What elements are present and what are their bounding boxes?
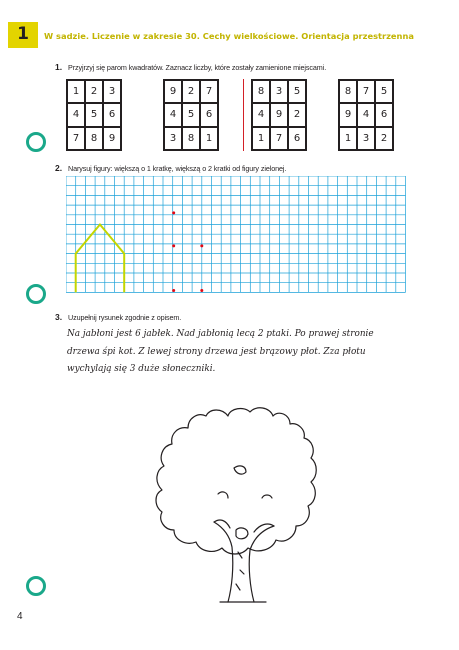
margin-ring-icon [26,284,46,304]
square-cell[interactable]: 6 [288,127,306,150]
square-cell[interactable]: 7 [67,127,85,150]
square-cell[interactable]: 1 [252,127,270,150]
square-cell[interactable]: 7 [357,80,375,103]
square-cell[interactable]: 2 [375,127,393,150]
square-cell[interactable]: 2 [182,80,200,103]
margin-ring-icon [26,132,46,152]
square-cell[interactable]: 7 [200,80,218,103]
square-cell[interactable]: 6 [375,103,393,126]
square-cell[interactable]: 5 [375,80,393,103]
grid-canvas[interactable] [66,176,416,298]
pair-separator-line [243,79,244,151]
square-cell[interactable]: 9 [339,103,357,126]
tree-trunk-outline [214,522,274,602]
square-cell[interactable]: 1 [200,127,218,150]
exercise-2-number: 2. [55,163,63,173]
exercise-1-number: 1. [55,62,63,72]
square-cell[interactable]: 4 [164,103,182,126]
story-line: Na jabłoni jest 6 jabłek. Nad jabłonią lecą 2 ptaki. Po prawej stronie [67,329,374,339]
square-cell[interactable]: 5 [85,103,103,126]
page-number: 4 [17,611,23,622]
square-cell[interactable]: 2 [85,80,103,103]
square-cell[interactable]: 6 [200,103,218,126]
square-cell[interactable]: 4 [252,103,270,126]
square-cell[interactable]: 4 [67,103,85,126]
square-cell[interactable]: 7 [270,127,288,150]
number-square-4 [338,79,394,151]
square-cell[interactable]: 2 [288,103,306,126]
page-title: W sadzie. Liczenie w zakresie 30. Cechy wielkościowe. Orientacja przestrzenna [44,31,414,41]
exercise-1-instruction: Przyjrzyj się parom kwadratów. Zaznacz liczby, które zostały zamienione miejscami. [68,63,327,72]
red-dot [200,244,203,247]
unit-number: 1 [17,24,29,44]
square-cell[interactable]: 9 [270,103,288,126]
story-line: wychylają się 3 duże słoneczniki. [67,364,216,374]
margin-ring-icon [26,576,46,596]
square-cell[interactable]: 4 [357,103,375,126]
exercise-3-number: 3. [55,312,63,322]
square-cell[interactable]: 5 [288,80,306,103]
exercise-3-instruction: Uzupełnij rysunek zgodnie z opisem. [68,313,182,322]
red-dot [172,211,175,214]
square-cell[interactable]: 5 [182,103,200,126]
number-square-2 [163,79,219,151]
drawing-grid[interactable] [66,176,416,303]
tree-drawing[interactable] [150,402,340,604]
square-cell[interactable]: 3 [103,80,121,103]
square-cell[interactable]: 1 [339,127,357,150]
unit-number-badge [8,22,38,48]
square-cell[interactable]: 9 [164,80,182,103]
square-cell[interactable]: 3 [270,80,288,103]
square-cell[interactable]: 6 [103,103,121,126]
red-dot [172,244,175,247]
square-cell[interactable]: 8 [182,127,200,150]
square-cell[interactable]: 8 [85,127,103,150]
square-cell[interactable]: 8 [339,80,357,103]
square-cell[interactable]: 9 [103,127,121,150]
square-cell[interactable]: 8 [252,80,270,103]
green-figure [76,225,125,293]
number-square-1 [66,79,122,151]
square-cell[interactable]: 3 [164,127,182,150]
square-cell[interactable]: 3 [357,127,375,150]
square-cell[interactable]: 1 [67,80,85,103]
number-square-3 [251,79,307,151]
red-dot [172,289,175,292]
exercise-2-instruction: Narysuj figury: większą o 1 kratkę, większą o 2 kratki od figury zielonej. [68,164,287,173]
story-line: drzewa śpi kot. Z lewej strony drzewa jest brązowy płot. Zza płotu [67,346,366,357]
story-text [67,326,419,379]
red-dot [200,289,203,292]
